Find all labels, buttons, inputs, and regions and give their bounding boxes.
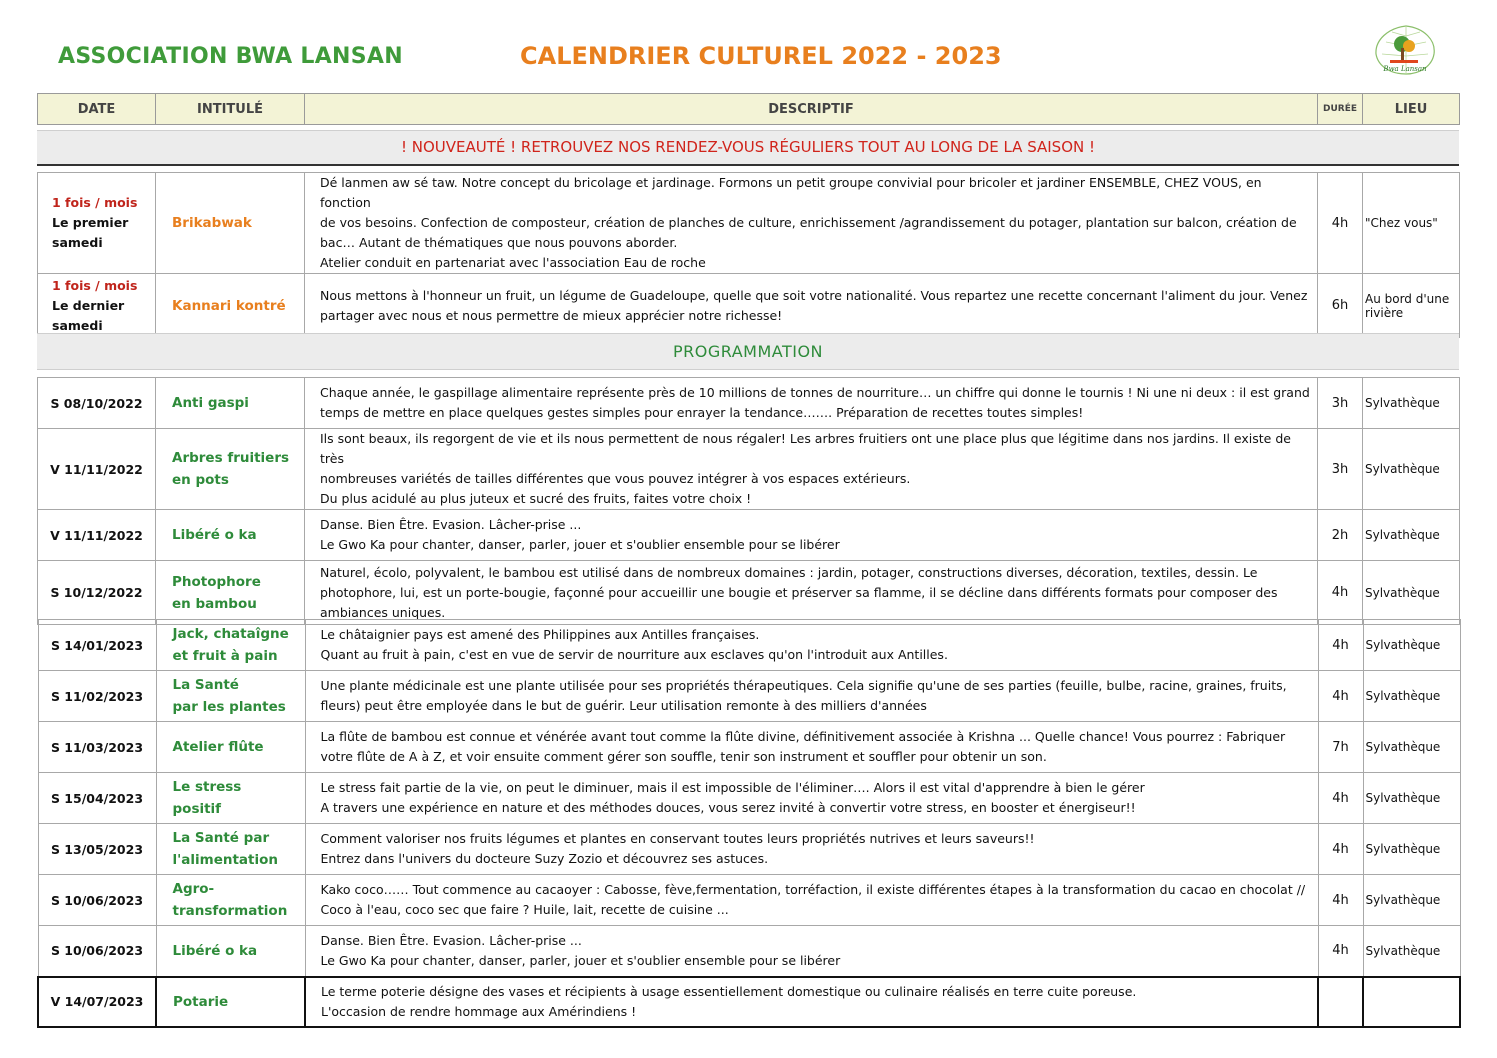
table-row	[38, 977, 1460, 1027]
header-title: INTITULÉ	[156, 94, 305, 125]
table-row	[38, 274, 1460, 338]
event-title: Kannari kontré	[156, 274, 305, 338]
event-place: Sylvathèque	[1363, 875, 1460, 926]
table-row	[38, 773, 1460, 824]
table-row	[38, 561, 1460, 625]
event-place: Sylvathèque	[1363, 824, 1460, 875]
event-description: Comment valoriser nos fruits légumes et plantes en conservant toutes leurs propriétés nutrives et leurs saveurs!! Entrez dans l'univers du docteure Suzy Zozio et découvrez ses astuces.	[305, 824, 1318, 875]
event-duration: 3h	[1318, 378, 1363, 429]
event-description: Le stress fait partie de la vie, on peut le diminuer, mais il est impossible de l'éliminer…. Alors il est vital d'apprendre à bien le gérer A travers une expérience en nature et des méthodes douces, vous serez invité à convertir votre stress, en booster et énergiseur!!	[305, 773, 1318, 824]
event-date: S 13/05/2023	[38, 824, 156, 875]
table-row	[38, 378, 1460, 429]
event-duration: 4h	[1318, 824, 1363, 875]
program-table-2023	[37, 619, 1461, 1028]
header-duration: DURÉE	[1318, 94, 1363, 125]
event-place: Sylvathèque	[1363, 378, 1460, 429]
event-description: La flûte de bambou est connue et vénérée avant tout comme la flûte divine, définitivement associée à Krishna ... Quelle chance! Vous pourrez : Fabriquer votre flûte de A à Z, et voir ensuite comment gérer son souffle, tenir son instrument et souffler pour obtenir un son.	[305, 722, 1318, 773]
table-row	[38, 510, 1460, 561]
event-title: Anti gaspi	[156, 378, 305, 429]
event-duration: 4h	[1318, 875, 1363, 926]
event-description: Ils sont beaux, ils regorgent de vie et ils nous permettent de nous régaler! Les arbres fruitiers ont une place plus que légitime dans nos jardins. Il existe de très nombreuses variétés de tailles différentes que vous pouvez intégrer à vos espaces extérieurs. Du plus acidulé au plus juteux et sucré des fruits, faites votre choix !	[305, 429, 1318, 510]
event-place	[1363, 977, 1460, 1027]
event-day-line: Le dernier	[52, 297, 125, 313]
event-place: Sylvathèque	[1363, 510, 1460, 561]
event-date: S 10/06/2023	[38, 926, 156, 977]
event-date: S 11/03/2023	[38, 722, 156, 773]
event-description: Le châtaignier pays est amené des Philippines aux Antilles françaises. Quant au fruit à pain, c'est en vue de servir de nourriture aux esclaves qu'on l'introduit aux Antilles.	[305, 620, 1318, 671]
table-row	[38, 824, 1460, 875]
event-day-line: samedi	[52, 235, 103, 250]
page-title: CALENDRIER CULTUREL 2022 - 2023	[520, 42, 1002, 70]
table-row	[38, 926, 1460, 977]
event-place: Sylvathèque	[1363, 926, 1460, 977]
header-date: DATE	[38, 94, 156, 125]
event-title: Potarie	[156, 977, 305, 1027]
event-title: Photophore en bambou	[156, 561, 305, 625]
event-title: La Santé par les plantes	[156, 671, 305, 722]
event-place: Sylvathèque	[1363, 561, 1460, 625]
event-title: Le stress positif	[156, 773, 305, 824]
event-date: V 11/11/2022	[38, 429, 156, 510]
event-date: S 15/04/2023	[38, 773, 156, 824]
event-date: V 14/07/2023	[38, 977, 156, 1027]
event-duration: 4h	[1318, 173, 1363, 274]
event-title: La Santé par l'alimentation	[156, 824, 305, 875]
event-duration: 7h	[1318, 722, 1363, 773]
event-title: Atelier flûte	[156, 722, 305, 773]
event-day-line: samedi	[52, 317, 103, 333]
table-row	[38, 620, 1460, 671]
event-place: Sylvathèque	[1363, 620, 1460, 671]
event-place: Au bord d'une rivière	[1363, 274, 1460, 338]
event-date	[38, 274, 156, 338]
event-place: Sylvathèque	[1363, 773, 1460, 824]
event-duration: 3h	[1318, 429, 1363, 510]
event-duration: 4h	[1318, 671, 1363, 722]
event-place: "Chez vous"	[1363, 173, 1460, 274]
regular-events-table	[37, 172, 1460, 338]
event-frequency: 1 fois / mois	[52, 277, 138, 293]
column-header	[37, 93, 1460, 125]
event-duration: 4h	[1318, 620, 1363, 671]
event-description: Kako coco…… Tout commence au cacaoyer : Cabosse, fève,fermentation, torréfaction, il existe différentes étapes à la transformation du cacao en chocolat // Coco à l'eau, coco sec que faire ? Huile, lait, recette de cuisine ...	[305, 875, 1318, 926]
event-description: Danse. Bien Être. Evasion. Lâcher-prise ... Le Gwo Ka pour chanter, danser, parler, jouer et s'oublier ensemble pour se libérer	[305, 926, 1318, 977]
event-description: Une plante médicinale est une plante utilisée pour ses propriétés thérapeutiques. Cela signifie qu'une de ses parties (feuille, bulbe, racine, graines, fruits, fleurs) peut être employée dans le but de guérir. Leur utilisation remonte à des milliers d'années	[305, 671, 1318, 722]
table-row	[38, 429, 1460, 510]
event-title: Agro- transformation	[156, 875, 305, 926]
event-day-line: Le premier	[52, 215, 129, 230]
event-title: Brikabwak	[156, 173, 305, 274]
bwa-lansan-logo	[1372, 24, 1438, 76]
program-table-2022	[37, 377, 1460, 625]
table-row	[38, 173, 1460, 274]
event-duration: 2h	[1318, 510, 1363, 561]
event-description: Naturel, écolo, polyvalent, le bambou est utilisé dans de nombreux domaines : jardin, potager, constructions diverses, décoration, textiles, dessin. Le photophore, lui, est un porte-bougie, façonné pour accueillir une bougie et préserver sa flamme, il se décline dans différents formats pour composer des ambiances uniques.	[305, 561, 1318, 625]
event-title: Libéré o ka	[156, 510, 305, 561]
logo-text: Bwa Lansan	[1383, 65, 1427, 73]
event-description: Dé lanmen aw sé taw. Notre concept du bricolage et jardinage. Formons un petit groupe convivial pour bricoler et jardiner ENSEMBLE, CHEZ VOUS, en fonction de vos besoins. Confection de composteur, création de planches de culture, enrichissement /agrandissement du potager, plantation sur balcon, création de bac… Autant de thématiques que nous pouvons aborder. Atelier conduit en partenariat avec l'association Eau de roche	[305, 173, 1318, 274]
event-title: Libéré o ka	[156, 926, 305, 977]
news-banner: ! NOUVEAUTÉ ! RETROUVEZ NOS RENDEZ-VOUS RÉGULIERS TOUT AU LONG DE LA SAISON !	[37, 130, 1459, 166]
event-date: S 10/06/2023	[38, 875, 156, 926]
event-date: V 11/11/2022	[38, 510, 156, 561]
event-description: Chaque année, le gaspillage alimentaire représente près de 10 millions de tonnes de nourriture… un chiffre qui donne le tournis ! Ni une ni deux : il est grand temps de mettre en place quelques gestes simples pour enrayer la tendance……. Préparation de recettes toutes simples!	[305, 378, 1318, 429]
event-date: S 10/12/2022	[38, 561, 156, 625]
event-place: Sylvathèque	[1363, 722, 1460, 773]
header-place: LIEU	[1363, 94, 1460, 125]
table-row	[38, 875, 1460, 926]
event-duration: 4h	[1318, 926, 1363, 977]
header-description: DESCRIPTIF	[305, 94, 1318, 125]
event-date	[38, 173, 156, 274]
event-title: Arbres fruitiers en pots	[156, 429, 305, 510]
event-frequency: 1 fois / mois	[52, 195, 138, 210]
event-date: S 08/10/2022	[38, 378, 156, 429]
event-date: S 11/02/2023	[38, 671, 156, 722]
programmation-banner: PROGRAMMATION	[37, 333, 1459, 370]
event-date: S 14/01/2023	[38, 620, 156, 671]
event-duration: 4h	[1318, 773, 1363, 824]
event-description: Nous mettons à l'honneur un fruit, un légume de Guadeloupe, quelle que soit votre nationalité. Vous repartez une recette concernant l'aliment du jour. Venez partager avec nous et nous permettre de mieux apprécier notre richesse!	[305, 274, 1318, 338]
event-description: Danse. Bien Être. Evasion. Lâcher-prise ... Le Gwo Ka pour chanter, danser, parler, jouer et s'oublier ensemble pour se libérer	[305, 510, 1318, 561]
association-name: ASSOCIATION BWA LANSAN	[58, 44, 403, 69]
event-description: Le terme poterie désigne des vases et récipients à usage essentiellement domestique ou culinaire réalisés en terre cuite poreuse. L'occasion de rendre hommage aux Amérindiens !	[305, 977, 1318, 1027]
event-place: Sylvathèque	[1363, 429, 1460, 510]
table-row	[38, 722, 1460, 773]
event-place: Sylvathèque	[1363, 671, 1460, 722]
event-duration: 4h	[1318, 561, 1363, 625]
event-title: Jack, chataîgne et fruit à pain	[156, 620, 305, 671]
event-duration	[1318, 977, 1363, 1027]
event-duration: 6h	[1318, 274, 1363, 338]
table-row	[38, 671, 1460, 722]
